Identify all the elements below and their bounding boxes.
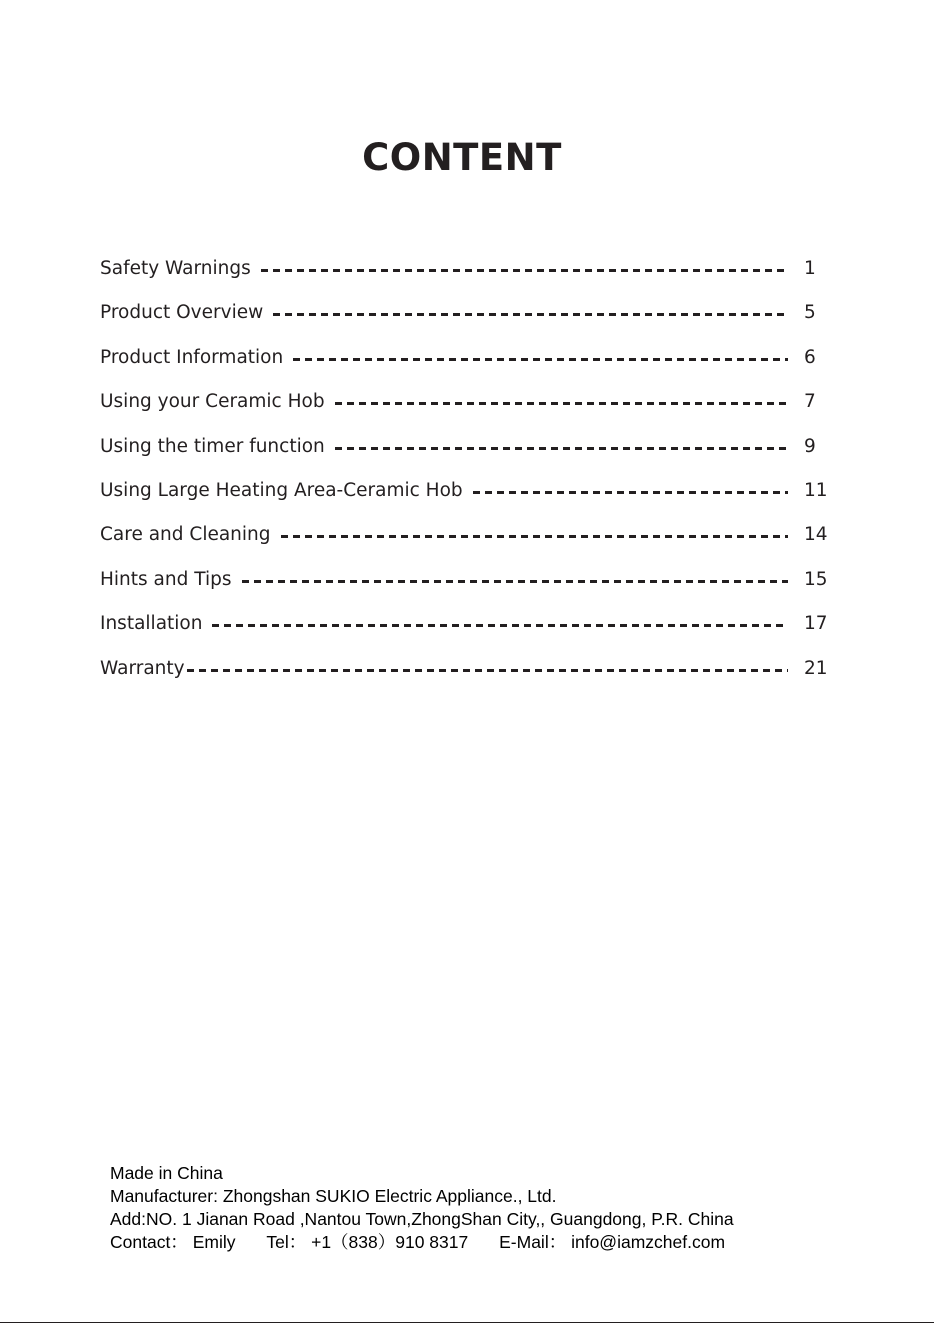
toc-entry-hints-and-tips[interactable] (100, 566, 830, 610)
toc-entry-page-number: 1 (804, 258, 816, 279)
toc-entry-label: Hints and Tips (100, 568, 232, 590)
toc-entry-page-number: 11 (804, 479, 828, 501)
toc-entry-large-heating-area[interactable] (100, 477, 830, 521)
contact-label: Contact： (110, 1232, 188, 1252)
toc-entry-label: Using your Ceramic Hob (100, 391, 325, 413)
dotted-leader (293, 358, 788, 361)
toc-entry-label: Product Overview (100, 302, 264, 324)
toc-entry-page-number: 17 (804, 613, 828, 635)
toc-entry-label: Care and Cleaning (100, 524, 271, 546)
toc-entry-care-and-cleaning[interactable] (100, 521, 830, 565)
toc-entry-page-number: 6 (804, 346, 816, 368)
dotted-leader (281, 535, 788, 538)
toc-entry-product-information[interactable] (100, 344, 830, 388)
manufacturer-info (110, 1162, 830, 1254)
toc-entry-installation[interactable] (100, 610, 830, 654)
toc-entry-page-number: 5 (804, 302, 816, 324)
dotted-leader (212, 624, 788, 627)
contact-line (110, 1231, 830, 1254)
dotted-leader (335, 447, 788, 450)
dotted-leader (187, 669, 788, 672)
toc-entry-using-ceramic-hob[interactable] (100, 388, 830, 432)
toc-entry-label: Warranty (100, 657, 185, 679)
tel-value: +1（838）910 8317 (311, 1232, 469, 1252)
address-text: Add:NO. 1 Jianan Road ,Nantou Town,ZhongShan City,, Guangdong, P.R. China (110, 1209, 734, 1229)
toc-entry-safety-warnings[interactable] (100, 255, 830, 299)
toc-entry-page-number: 15 (804, 568, 828, 590)
email-label: E-Mail： (499, 1232, 567, 1252)
toc-entry-label: Using Large Heating Area-Ceramic Hob (100, 479, 463, 501)
dotted-leader (242, 580, 789, 583)
toc-entry-page-number: 9 (804, 435, 816, 457)
page-title: CONTENT (362, 136, 562, 179)
toc-entry-page-number: 7 (804, 391, 816, 413)
dotted-leader (473, 491, 788, 494)
toc-entry-label: Using the timer function (100, 435, 325, 457)
dotted-leader (261, 269, 788, 272)
toc-entry-timer-function[interactable] (100, 433, 830, 477)
toc-entry-page-number: 21 (804, 657, 828, 679)
table-of-contents (100, 255, 830, 699)
dotted-leader (335, 402, 788, 405)
toc-entry-label: Installation (100, 613, 203, 635)
email-link[interactable]: info@iamzchef.com (571, 1232, 726, 1252)
toc-entry-page-number: 14 (804, 524, 828, 546)
made-in-text: Made in China (110, 1163, 223, 1183)
bottom-divider (0, 1322, 934, 1323)
toc-entry-product-overview[interactable] (100, 299, 830, 343)
toc-entry-label: Product Information (100, 346, 284, 368)
dotted-leader (273, 313, 788, 316)
contact-name: Emily (192, 1232, 236, 1252)
toc-entry-warranty[interactable] (100, 655, 830, 699)
manufacturer-text: Manufacturer: Zhongshan SUKIO Electric Appliance., Ltd. (110, 1186, 557, 1206)
tel-label: Tel： (266, 1232, 307, 1252)
toc-entry-label: Safety Warnings (100, 258, 251, 279)
